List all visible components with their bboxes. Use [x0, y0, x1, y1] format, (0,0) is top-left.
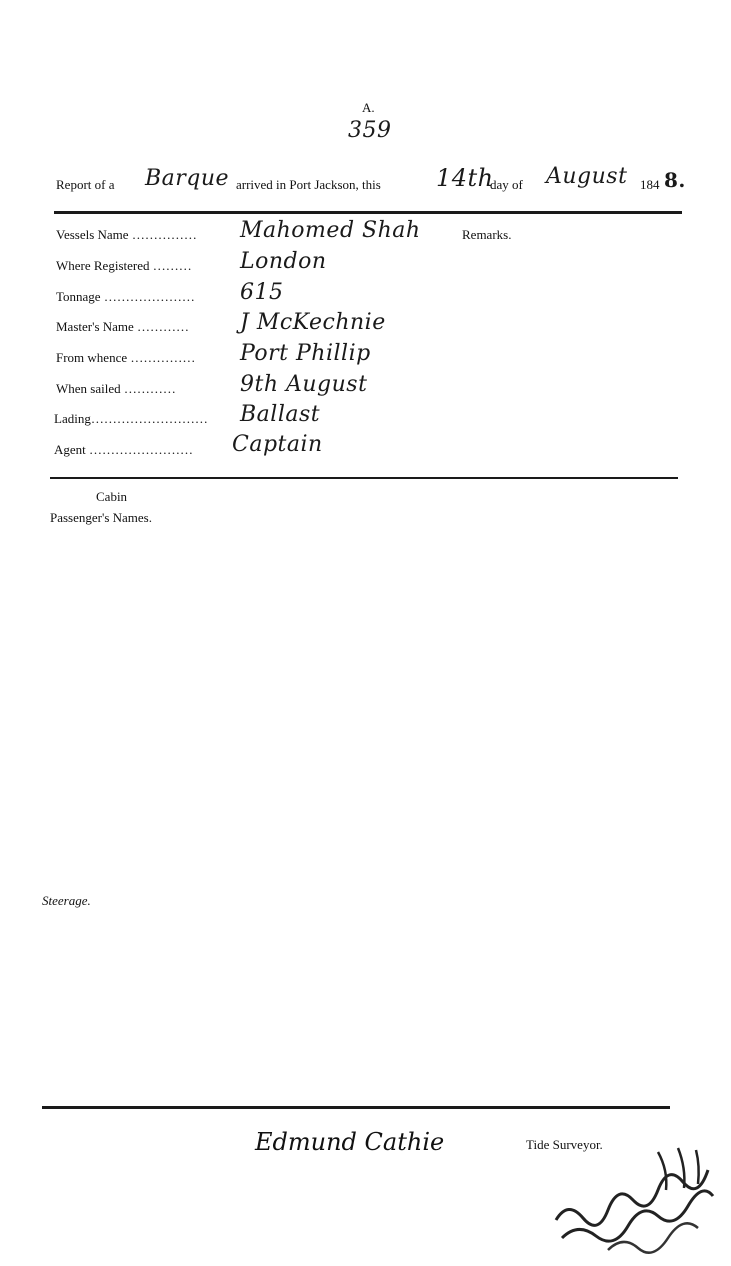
form-number: 359 — [348, 118, 392, 143]
report-year-hand: 8. — [664, 168, 686, 192]
field-value-when-sailed: 9th August — [240, 372, 368, 397]
form-letter: A. — [362, 100, 375, 115]
report-middle: arrived in Port Jackson, this — [236, 177, 381, 192]
surveyor-signature: Edmund Cathie — [255, 1128, 445, 1156]
field-label-lading: Lading……………………… — [54, 411, 208, 426]
report-day-of: day of — [490, 177, 523, 192]
field-value-masters-name: J McKechnie — [240, 310, 386, 335]
report-day: 14th — [436, 164, 494, 192]
stamp-icon — [548, 1140, 718, 1260]
field-label-masters-name: Master's Name ………… — [56, 319, 190, 334]
report-month: August — [546, 164, 628, 189]
field-value-agent: Captain — [232, 432, 323, 457]
field-label-when-sailed: When sailed ………… — [56, 381, 176, 396]
field-value-vessels-name: Mahomed Shah — [240, 218, 421, 243]
stamp-mark — [548, 1140, 718, 1260]
field-value-lading: Ballast — [240, 402, 321, 427]
field-value-tonnage: 615 — [240, 280, 284, 305]
field-value-where-registered: London — [240, 249, 327, 274]
cabin-label: Cabin — [96, 489, 128, 504]
field-label-from-whence: From whence …………… — [56, 350, 196, 365]
fields-bottom-rule — [50, 477, 678, 479]
steerage-label: Steerage. — [42, 893, 91, 908]
passengers-names-label: Passenger's Names. — [50, 510, 152, 525]
field-label-vessels-name: Vessels Name …………… — [56, 227, 197, 242]
top-rule — [54, 211, 682, 214]
footer-rule — [42, 1106, 670, 1109]
field-label-where-registered: Where Registered ……… — [56, 258, 192, 273]
field-value-from-whence: Port Phillip — [240, 341, 371, 366]
vessel-type: Barque — [145, 166, 230, 191]
report-prefix: Report of a — [56, 177, 115, 192]
tide-surveyor-label: Tide Surveyor. — [526, 1137, 603, 1152]
field-label-tonnage: Tonnage ………………… — [56, 289, 195, 304]
remarks-label: Remarks. — [462, 227, 512, 242]
field-label-agent: Agent …………………… — [54, 442, 194, 457]
report-year-printed: 184 — [640, 177, 660, 192]
